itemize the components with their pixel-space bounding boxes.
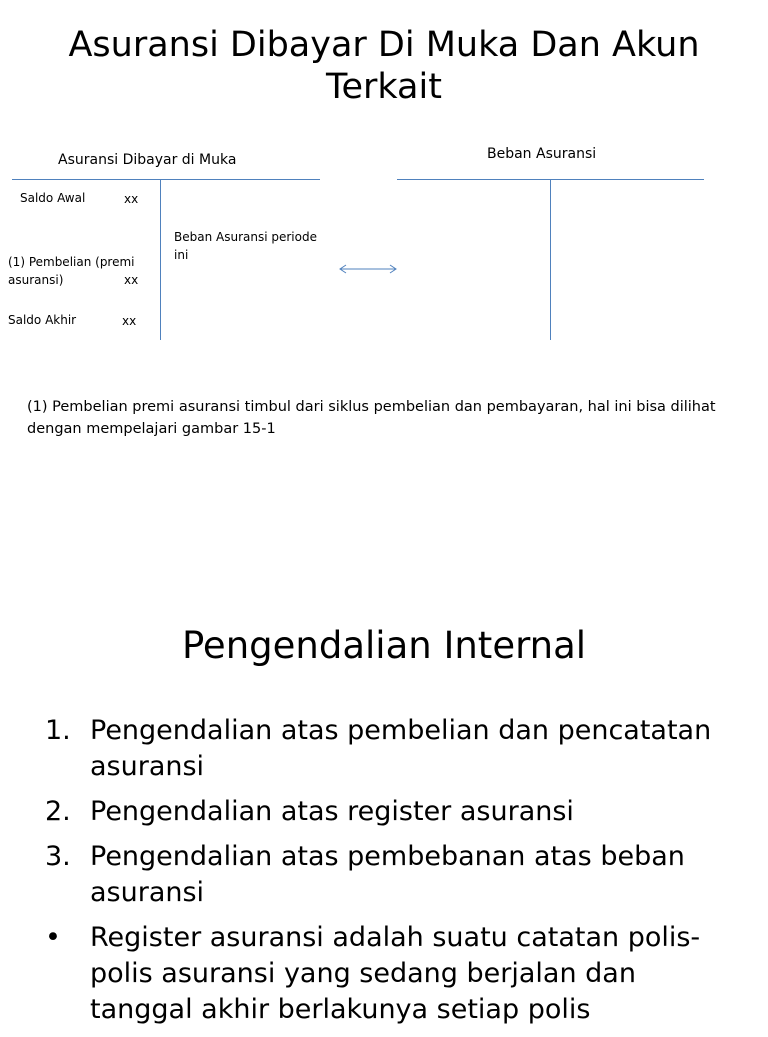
list-item-text: Register asuransi adalah suatu catatan polis-polis asuransi yang sedang berjalan dan tanggal akhir berlakunya setiap polis bbox=[90, 922, 701, 1025]
saldo-akhir-value: xx bbox=[122, 314, 137, 328]
saldo-awal-label: Saldo Awal bbox=[20, 191, 86, 205]
internal-control-list bbox=[45, 713, 735, 1037]
saldo-awal-value: xx bbox=[124, 192, 139, 206]
list-marker: 3. bbox=[45, 841, 71, 872]
list-item-text: Pengendalian atas pembebanan atas beban asuransi bbox=[90, 841, 685, 908]
t-account-right-title: Beban Asuransi bbox=[487, 146, 597, 162]
list-item bbox=[45, 713, 735, 785]
list-item-text: Pengendalian atas register asuransi bbox=[90, 796, 574, 827]
list-bullet-marker: • bbox=[45, 922, 61, 953]
double-arrow-icon bbox=[338, 262, 400, 276]
t-account-right-vertical-line bbox=[550, 180, 551, 340]
list-item bbox=[45, 794, 735, 830]
section-title: Pengendalian Internal bbox=[181, 624, 587, 667]
pembelian-label: (1) Pembelian (premi asuransi) bbox=[8, 255, 135, 287]
list-marker: 1. bbox=[45, 715, 71, 746]
list-item bbox=[45, 920, 735, 1028]
slide-title: Asuransi Dibayar Di Muka Dan Akun Terkait bbox=[68, 25, 700, 107]
list-marker: 2. bbox=[45, 796, 71, 827]
t-account-left-vertical-line bbox=[160, 180, 161, 340]
t-account-left-horizontal-line bbox=[12, 179, 320, 180]
saldo-akhir-label: Saldo Akhir bbox=[8, 313, 77, 327]
t-account-left-title: Asuransi Dibayar di Muka bbox=[58, 152, 237, 168]
beban-asuransi-periode-label: Beban Asuransi periode ini bbox=[174, 230, 317, 262]
list-item-text: Pengendalian atas pembelian dan pencatatan asuransi bbox=[90, 715, 712, 782]
pembelian-value: xx bbox=[124, 273, 139, 287]
footnote: (1) Pembelian premi asuransi timbul dari siklus pembelian dan pembayaran, hal ini bisa dilihat dengan mempelajari gambar 15-1 bbox=[27, 399, 716, 437]
list-item bbox=[45, 839, 735, 911]
